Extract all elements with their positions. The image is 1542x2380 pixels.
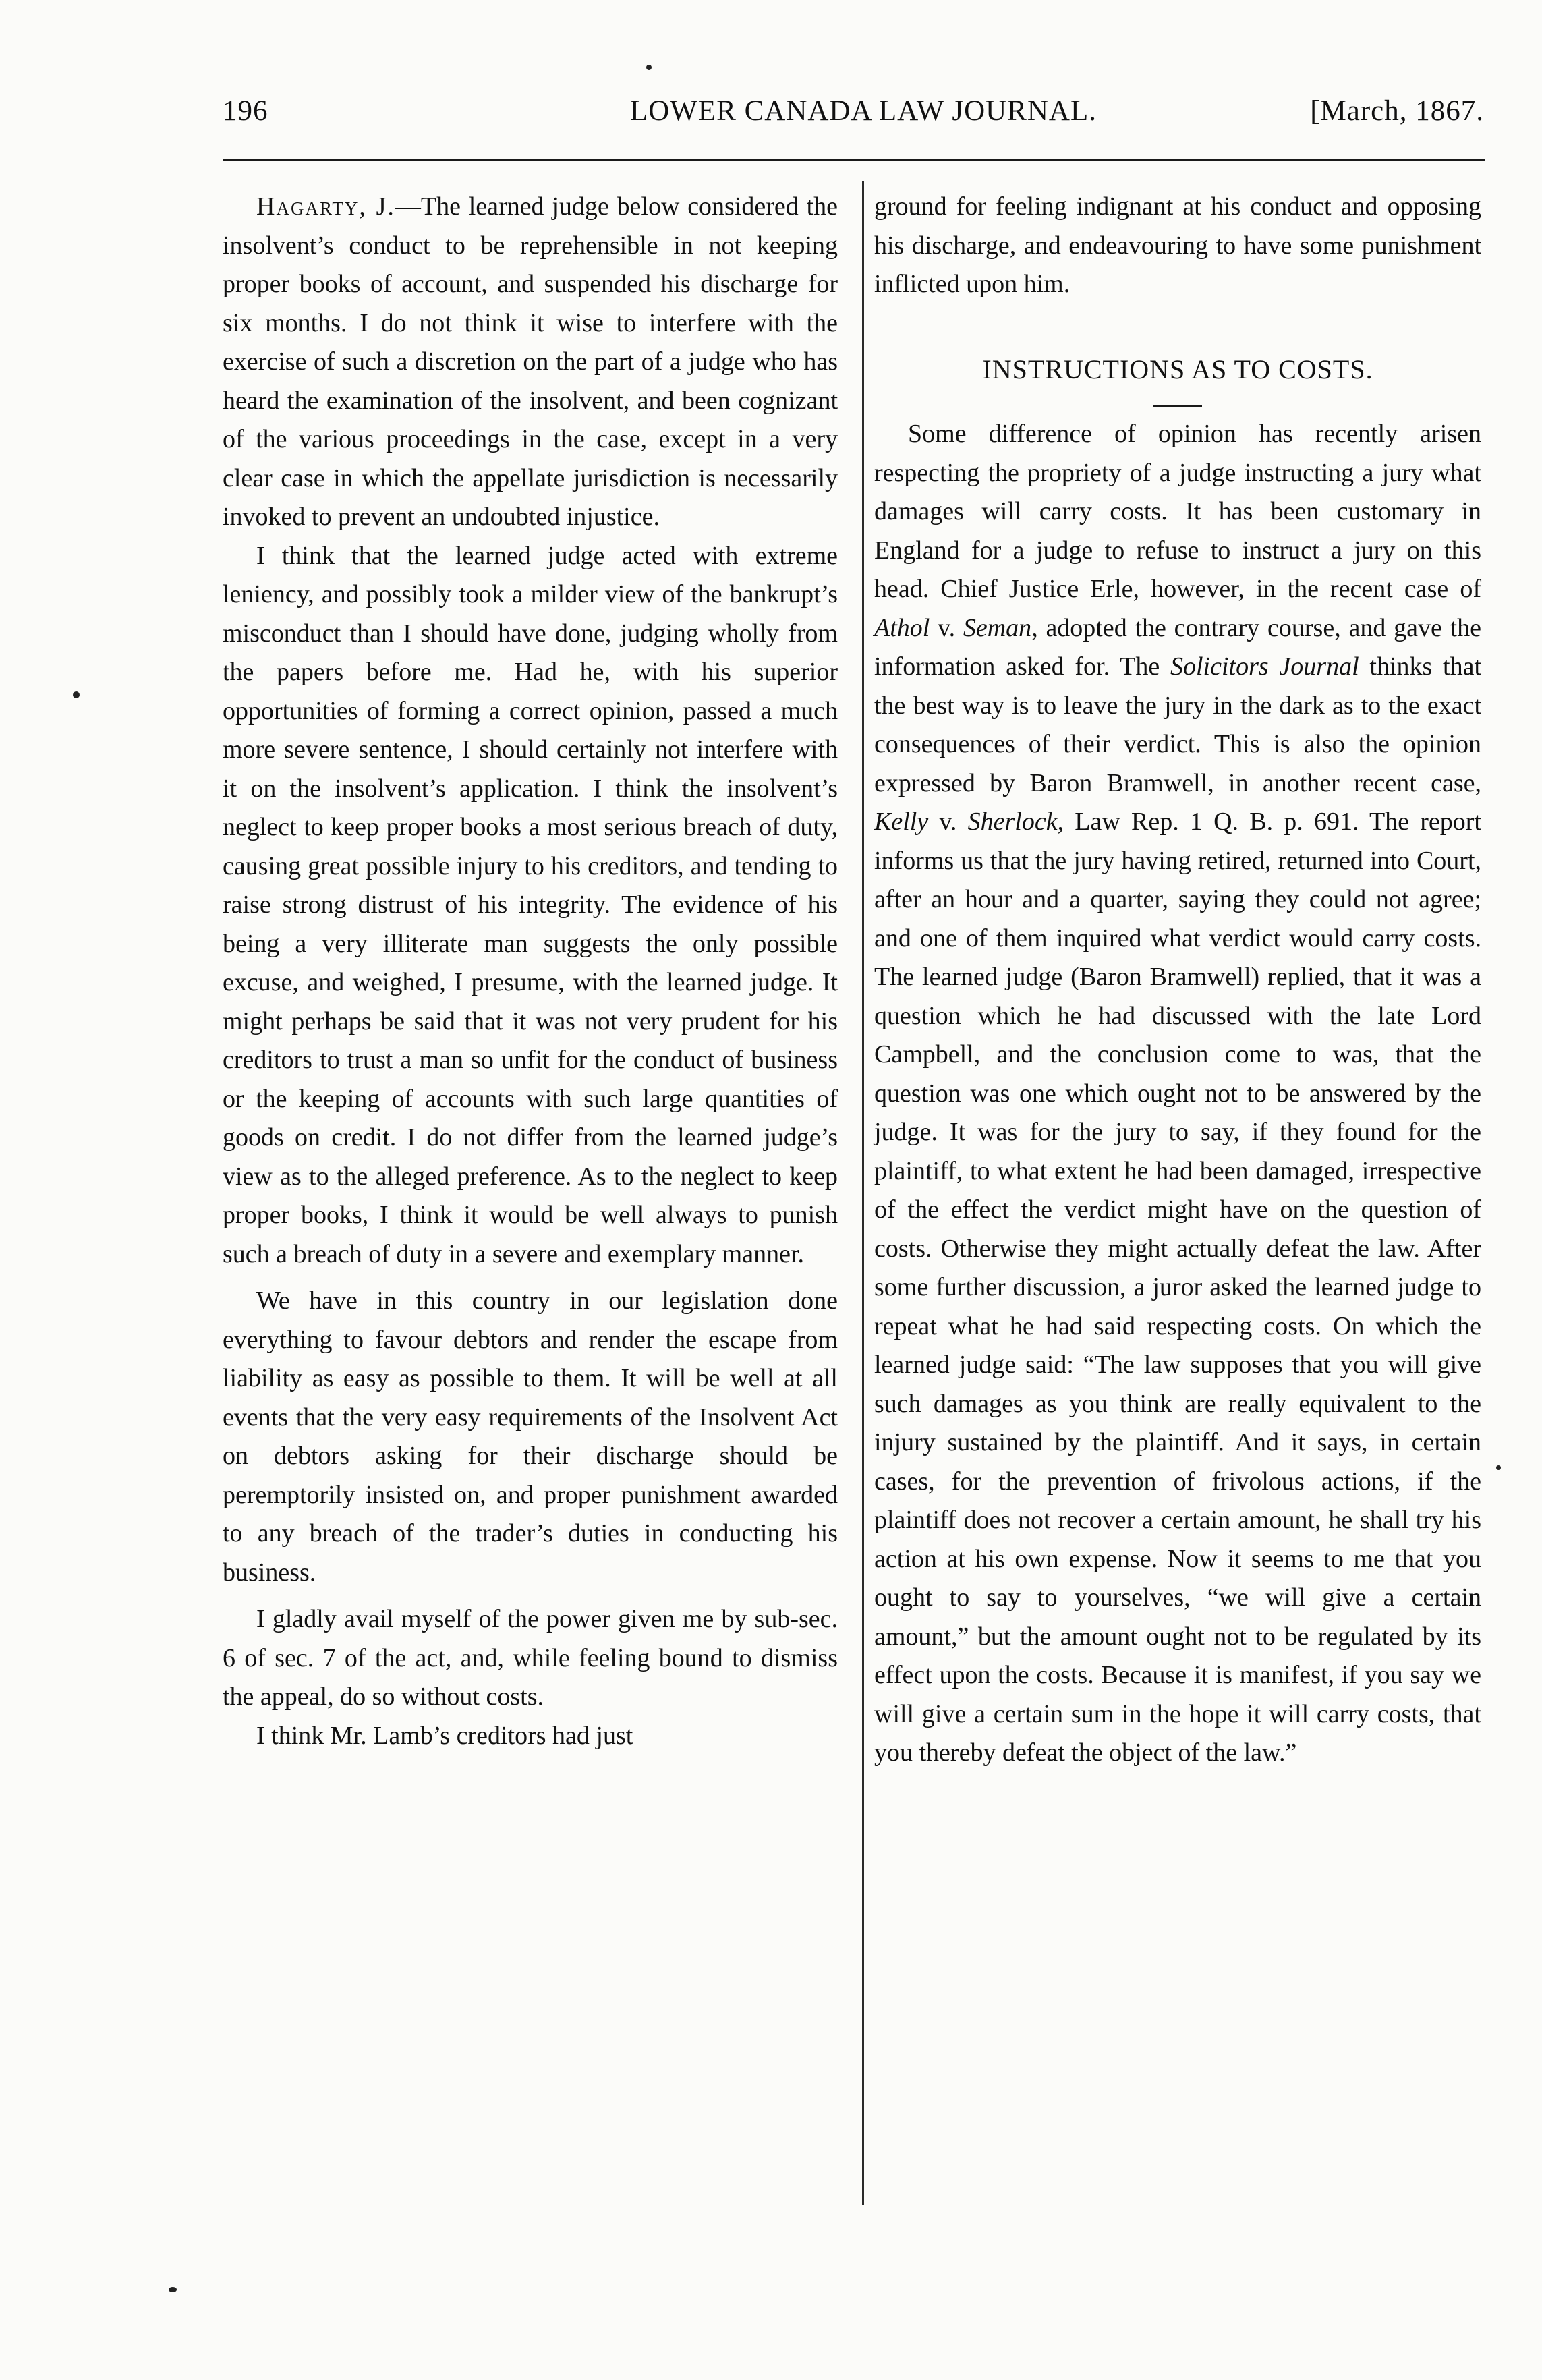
continued-paragraph: ground for feeling indignant at his conduct and opposing his discharge, and endeavouring to have some punishment inflicted upon him.	[874, 192, 1481, 298]
issue-date: [March, 1867.	[1310, 95, 1484, 127]
running-header	[223, 94, 1504, 142]
column-divider	[862, 181, 864, 2205]
ink-speck	[1496, 1465, 1501, 1470]
judge-name: Hagarty, J.	[256, 192, 395, 221]
ink-speck	[646, 65, 652, 70]
judgment-paragraph: I think that the learned judge acted with extreme leniency, and possibly took a milder view of the bankrupt’s misconduct than I should have done, judging wholly from the papers before me. Had he, with his superior opportunities of forming a correct opinion, passed a much more severe sentence, I should certainly not interfere with it on the insolvent’s application. I think the insolvent’s neglect to keep proper books a most serious breach of duty, causing great possible injury to his creditors, and tending to raise strong distrust of his integrity. The evidence of his being a very illiterate man suggests the only possible excuse, and weighed, I presume, with the learned judge. It might perhaps be said that it was not very prudent for his creditors to trust a man so unfit for the conduct of business or the keeping of accounts with such large quantities of goods on credit. I do not differ from the learned judge’s view as to the alleged preference. As to the neglect to keep proper books, I think it would be well always to punish such a breach of duty in a severe and exemplary manner.	[223, 541, 838, 1268]
right-column	[874, 188, 1481, 1773]
article-text: thinks that the best way is to leave the jury in the dark as to the exact consequences of their verdict. This is also the opinion expressed by Baron Bramwell, in another recent case,	[874, 652, 1482, 797]
case-versus: v.	[928, 808, 968, 836]
judgment-paragraph	[223, 188, 838, 537]
journal-title: LOWER CANADA LAW JOURNAL.	[629, 95, 1097, 127]
judgment-paragraph: We have in this country in our legislation done everything to favour debtors and render the escape from liability as easy as possible to them. It will be well at all events that the very easy requirements of the Insolvent Act on debtors asking for their discharge should be peremptorily insisted on, and proper punishment awarded to any breach of the trader’s duties in conducting his business.	[223, 1286, 838, 1587]
left-column	[223, 188, 838, 1755]
ink-speck	[73, 691, 80, 698]
article-text: , adopted the contrary course, and gave the information asked for. The	[874, 613, 1481, 681]
header-rule	[223, 159, 1485, 161]
heading-rule	[1153, 405, 1202, 407]
page-number: 196	[223, 95, 268, 127]
judgment-paragraph: I think Mr. Lamb’s creditors had just	[256, 1721, 633, 1750]
case-name: Kelly	[874, 808, 929, 836]
section-heading: INSTRUCTIONS AS TO COSTS.	[982, 353, 1373, 385]
article-text: , Law Rep. 1 Q. B. p. 691. The report informs us that the jury having retired, returned into Court, after an hour and a quarter, saying they could not agree; and one of them inquired what verdict would carry costs. The learned judge (Baron Bramwell) replied, that it was a question which he had discussed with the late Lord Campbell, and the conclusion come to was, that the question was one which ought not to be answered by the judge. It was for the jury to say, if they found for the plaintiff, to what extent he had been damaged, irrespective of the effect the verdict might have on the question of costs. Otherwise they might actually defeat the law. After some further discussion, a juror asked the learned judge to repeat what he had said respecting costs. On which the learned judge said: “The law supposes that you will give such damages as you think are really equivalent to the injury sustained by the plaintiff. And it says, in certain cases, for the prevention of frivolous actions, if the plaintiff does not recover a certain amount, he shall try his action at his own expense. Now it seems to me that you ought to say to yourselves, “we will give a certain amount,” but the amount ought not to be regulated by its effect upon the costs. Because it is manifest, if you say we will give a certain sum in the hope it will carry costs, that you thereby defeat the object of the law.”	[874, 808, 1481, 1767]
judgment-paragraph: I gladly avail myself of the power given me by sub-sec. 6 of sec. 7 of the act, and, while feeling bound to dismiss the appeal, do so without costs.	[223, 1605, 838, 1711]
article-text: Some difference of opinion has recently arisen respecting the propriety of a judge instructing a jury what damages will carry costs. It has been customary in England for a judge to refuse to instruct a jury on this head. Chief Justice Erle, however, in the recent case of	[874, 420, 1481, 603]
case-name: Sherlock	[967, 808, 1058, 836]
publication-name: Solicitors Journal	[1170, 652, 1359, 681]
judgment-text: —The learned judge below considered the insolvent’s conduct to be reprehensible in not keeping proper books of account, and suspended his discharge for six months. I do not think it wise to interfere with the exercise of such a discretion on the part of a judge who has heard the examination of the insolvent, and been cognizant of the various proceedings in the case, except in a very clear case in which the appellate jurisdiction is necessarily invoked to prevent an undoubted injustice.	[223, 192, 838, 531]
ink-speck	[169, 2287, 177, 2292]
case-name: Seman	[963, 613, 1032, 642]
case-name: Athol	[874, 613, 930, 642]
case-versus: v.	[930, 613, 963, 642]
article-paragraph	[874, 415, 1481, 1773]
